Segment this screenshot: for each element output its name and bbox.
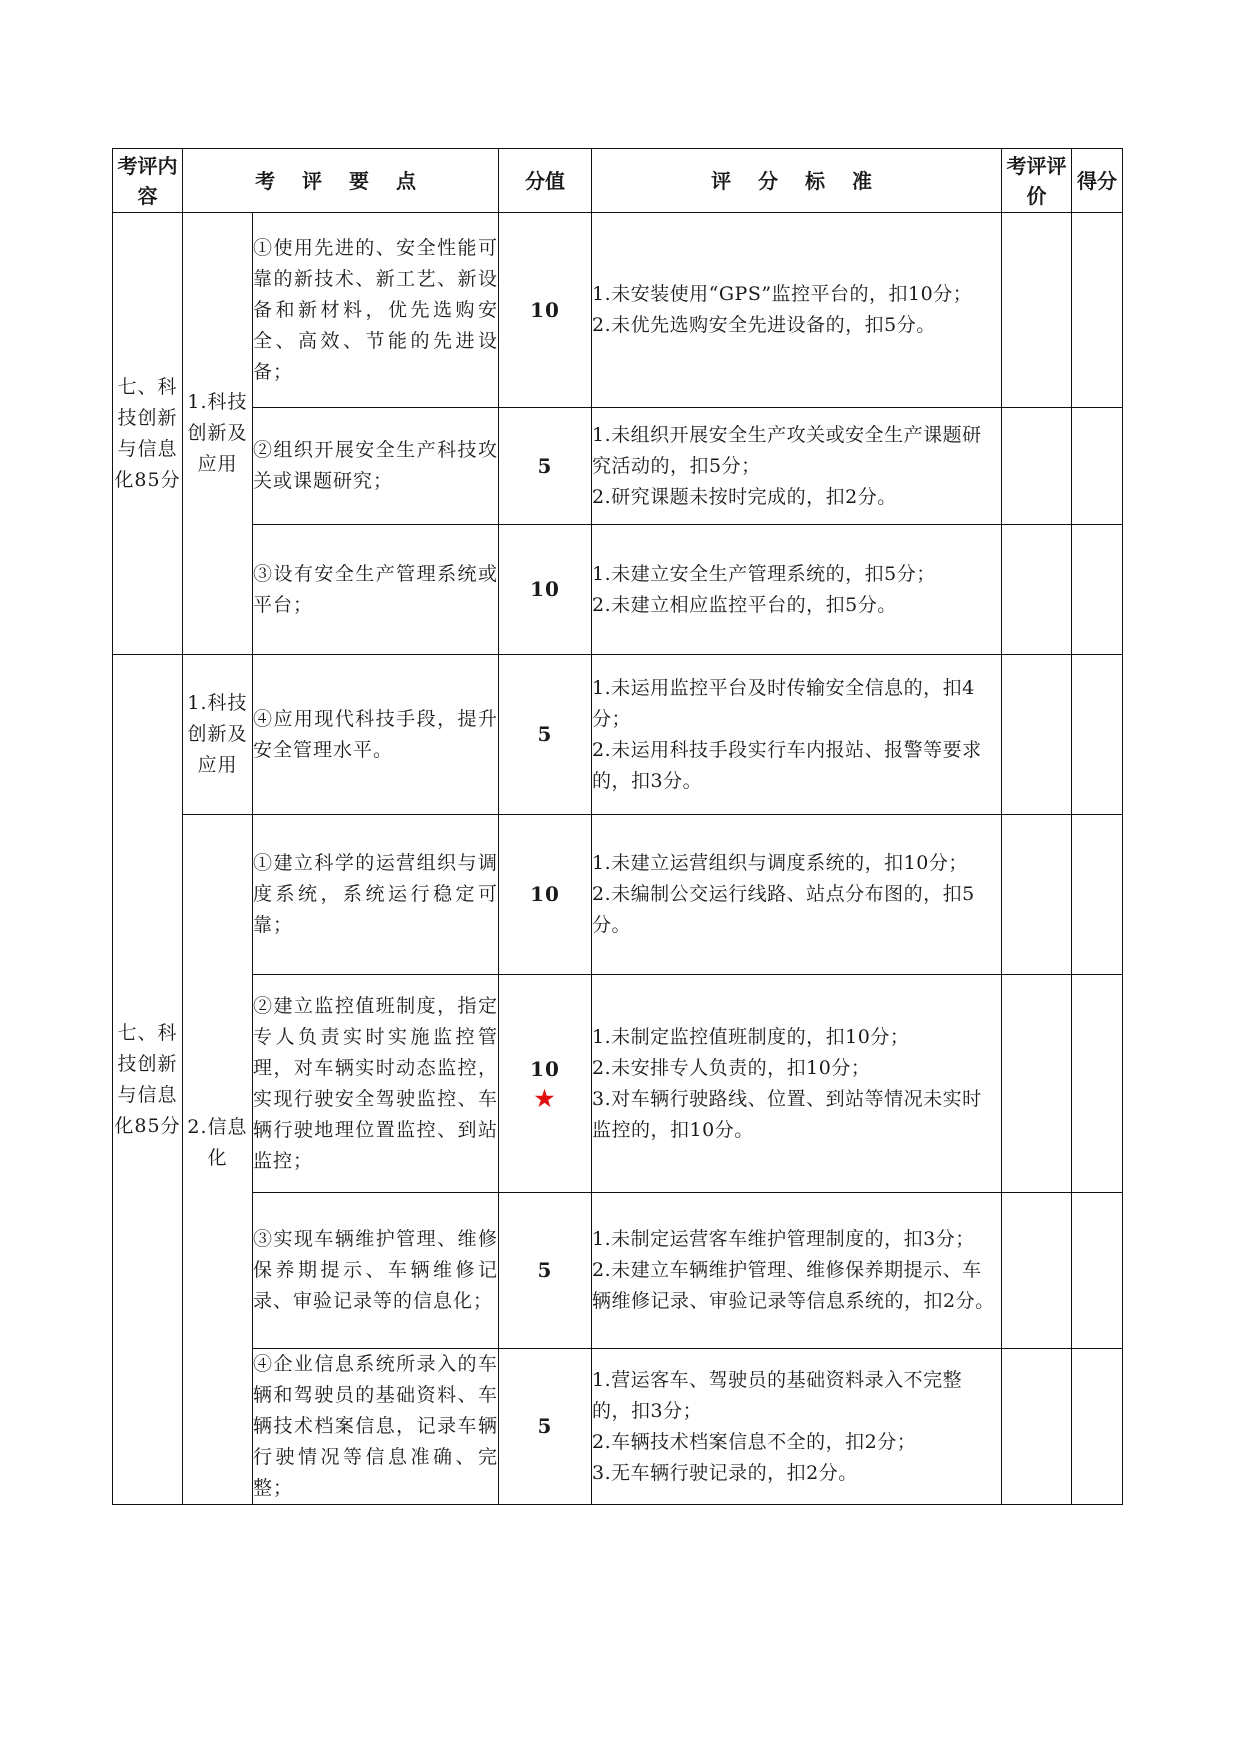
result-cell[interactable] [1072, 1193, 1123, 1349]
standard-item: 3.无车辆行驶记录的，扣2分。 [592, 1461, 858, 1484]
evaluation-point: ④企业信息系统所录入的车辆和驾驶员的基础资料、车辆技术档案信息，记录车辆行驶情况等信息准确、完整； [253, 1349, 499, 1505]
header-points: 考 评 要 点 [183, 149, 499, 213]
scoring-standard [592, 655, 1002, 815]
scoring-standard [592, 408, 1002, 525]
evaluation-cell[interactable] [1002, 1349, 1072, 1505]
scoring-standard [592, 1349, 1002, 1505]
standard-item: 2.未建立相应监控平台的，扣5分。 [592, 593, 897, 616]
result-cell[interactable] [1072, 655, 1123, 815]
standard-item: 1.未组织开展安全生产攻关或安全生产课题研究活动的，扣5分； [592, 423, 982, 477]
header-standard: 评 分 标 准 [592, 149, 1002, 213]
score-number: 10 [530, 1057, 560, 1081]
subsection-label: 2.信息化 [183, 815, 253, 1505]
evaluation-point: ②建立监控值班制度，指定专人负责实时实施监控管理，对车辆实时动态监控，实现行驶安全驾驶监控、车辆行驶地理位置监控、到站监控； [253, 975, 499, 1193]
section-label: 七、科技创新与信息化85分 [113, 655, 183, 1505]
score-value: 10 [499, 815, 592, 975]
standard-item: 2.未建立车辆维护管理、维修保养期提示、车辆维修记录、审验记录等信息系统的，扣2分。 [592, 1259, 995, 1312]
standard-item: 3.对车辆行驶路线、位置、到站等情况未实时监控的，扣10分。 [592, 1087, 982, 1141]
evaluation-point: ③实现车辆维护管理、维修保养期提示、车辆维修记录、审验记录等的信息化； [253, 1193, 499, 1349]
standard-item: 2.未安排专人负责的，扣10分； [592, 1056, 871, 1079]
evaluation-point: ①建立科学的运营组织与调度系统，系统运行稳定可靠； [253, 815, 499, 975]
evaluation-cell[interactable] [1002, 815, 1072, 975]
result-cell[interactable] [1072, 525, 1123, 655]
score-value: 10 [499, 525, 592, 655]
table-row [113, 975, 1123, 1193]
standard-item: 2.车辆技术档案信息不全的，扣2分； [592, 1430, 917, 1453]
result-cell[interactable] [1072, 1349, 1123, 1505]
header-evaluation: 考评评价 [1002, 149, 1072, 213]
evaluation-cell[interactable] [1002, 655, 1072, 815]
table-row [113, 655, 1123, 815]
subsection-label: 1.科技创新及应用 [183, 655, 253, 815]
table-row [113, 213, 1123, 408]
score-value: 5 [499, 1193, 592, 1349]
score-value: 5 [499, 655, 592, 815]
scoring-standard [592, 1193, 1002, 1349]
header-result: 得分 [1072, 149, 1123, 213]
header-content: 考评内容 [113, 149, 183, 213]
standard-item: 2.未运用科技手段实行车内报站、报警等要求的，扣3分。 [592, 738, 982, 792]
star-icon: ★ [534, 1086, 556, 1112]
table-row [113, 525, 1123, 655]
result-cell[interactable] [1072, 213, 1123, 408]
standard-item: 2.研究课题未按时完成的，扣2分。 [592, 485, 897, 508]
section-label: 七、科技创新与信息化85分 [113, 213, 183, 655]
subsection-label: 1.科技创新及应用 [183, 213, 253, 655]
score-value: 5 [499, 1349, 592, 1505]
scoring-standard [592, 815, 1002, 975]
scoring-standard [592, 975, 1002, 1193]
result-cell[interactable] [1072, 408, 1123, 525]
evaluation-point: ①使用先进的、安全性能可靠的新技术、新工艺、新设备和新材料，优先选购安全、高效、节能的先进设备； [253, 213, 499, 408]
evaluation-point: ④应用现代科技手段，提升安全管理水平。 [253, 655, 499, 815]
result-cell[interactable] [1072, 815, 1123, 975]
score-value: 5 [499, 408, 592, 525]
score-value: 10 [499, 213, 592, 408]
evaluation-cell[interactable] [1002, 213, 1072, 408]
table-row [113, 408, 1123, 525]
standard-item: 1.未运用监控平台及时传输安全信息的，扣4分； [592, 676, 975, 730]
standard-item: 1.营运客车、驾驶员的基础资料录入不完整的，扣3分； [592, 1368, 963, 1422]
standard-item: 1.未建立安全生产管理系统的，扣5分； [592, 562, 936, 585]
scoring-standard [592, 525, 1002, 655]
evaluation-cell[interactable] [1002, 525, 1072, 655]
evaluation-point: ②组织开展安全生产科技攻关或课题研究； [253, 408, 499, 525]
standard-item: 1.未制定监控值班制度的，扣10分； [592, 1025, 910, 1048]
evaluation-point: ③设有安全生产管理系统或平台； [253, 525, 499, 655]
standard-item: 2.未优先选购安全先进设备的，扣5分。 [592, 314, 936, 336]
evaluation-cell[interactable] [1002, 408, 1072, 525]
table-row [113, 1349, 1123, 1505]
evaluation-cell[interactable] [1002, 975, 1072, 1193]
result-cell[interactable] [1072, 975, 1123, 1193]
standard-item: 1.未安装使用“GPS”监控平台的，扣10分； [592, 283, 973, 305]
header-score: 分值 [499, 149, 592, 213]
standard-item: 1.未建立运营组织与调度系统的，扣10分； [592, 852, 968, 874]
standard-item: 2.未编制公交运行线路、站点分布图的，扣5分。 [592, 883, 975, 936]
evaluation-cell[interactable] [1002, 1193, 1072, 1349]
evaluation-table [112, 148, 1123, 1505]
table-row [113, 815, 1123, 975]
header-row [113, 149, 1123, 213]
scoring-standard [592, 213, 1002, 408]
table-row [113, 1193, 1123, 1349]
score-value [499, 975, 592, 1193]
standard-item: 1.未制定运营客车维护管理制度的，扣3分； [592, 1228, 975, 1250]
